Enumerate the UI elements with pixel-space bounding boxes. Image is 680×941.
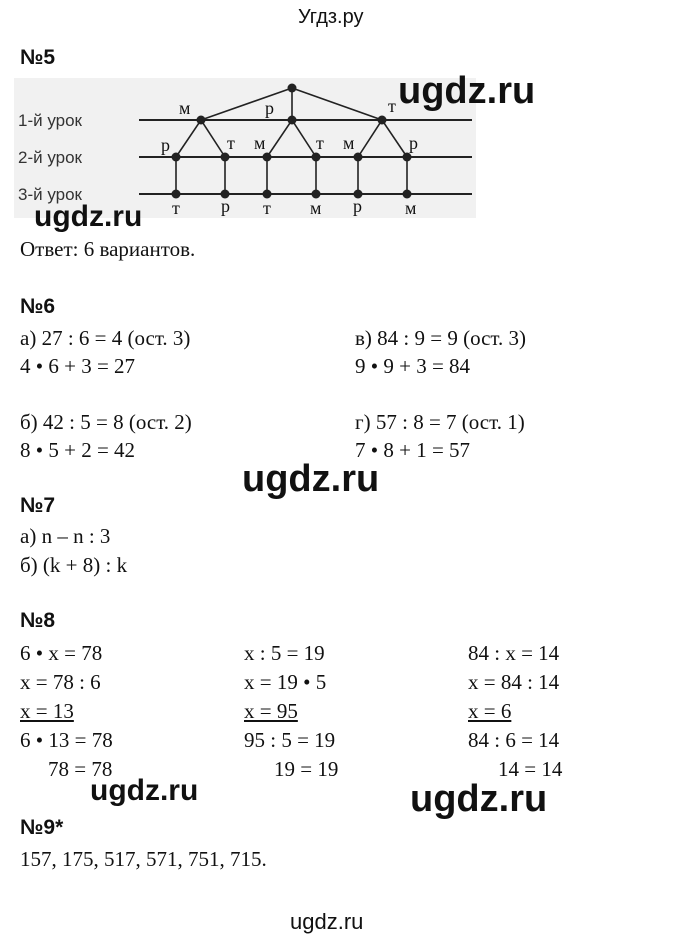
task8-col2-result: x = 95 [244, 699, 298, 723]
site-title: Угдз.ру [298, 6, 364, 28]
task6-b-line2: 8 • 5 + 2 = 42 [20, 438, 136, 462]
task6-g-line2: 7 • 8 + 1 = 57 [355, 438, 471, 462]
tree-node [172, 153, 181, 162]
tree-node [288, 116, 297, 125]
task6-title: №6 [20, 295, 56, 318]
watermark: ugdz.ru [398, 70, 536, 112]
task8-col1-result: x = 13 [20, 699, 74, 723]
task8-col3-check: 84 : 6 = 14 [468, 728, 560, 752]
node-letter: т [263, 198, 271, 218]
task6-v-line2: 9 • 9 + 3 = 84 [355, 354, 471, 378]
node-letter: м [254, 133, 266, 153]
tree-node-root [288, 84, 297, 93]
task8-col1-equality: 78 = 78 [48, 757, 113, 781]
task8-col1-line2: x = 78 : 6 [20, 670, 101, 694]
node-letter: т [172, 198, 180, 218]
task8-col3-equality: 14 = 14 [498, 757, 563, 781]
tree-node [221, 153, 230, 162]
task7-b: б) (k + 8) : k [20, 553, 128, 577]
task6-a-line1: а) 27 : 6 = 4 (ост. 3) [20, 326, 191, 350]
task8-col3-result: x = 6 [468, 699, 512, 723]
tree-node [354, 153, 363, 162]
node-letter: р [221, 196, 230, 216]
task8-col1-check: 6 • 13 = 78 [20, 728, 113, 752]
tree-node [403, 153, 412, 162]
tree-node [378, 116, 387, 125]
task7-a: а) n – n : 3 [20, 524, 111, 548]
node-letter: м [343, 133, 355, 153]
task7-title: №7 [20, 494, 56, 517]
node-letter: м [310, 198, 322, 218]
node-letter: м [179, 98, 191, 118]
node-letter: р [161, 135, 170, 155]
task8-title: №8 [20, 609, 56, 632]
watermark: ugdz.ru [34, 200, 143, 233]
task5-answer: Ответ: 6 вариантов. [20, 237, 196, 261]
node-letter: м [405, 198, 417, 218]
task9-answer: 157, 175, 517, 571, 751, 715. [20, 847, 267, 871]
watermark-footer: ugdz.ru [290, 909, 364, 934]
tree-node [263, 153, 272, 162]
task5-title: №5 [20, 46, 56, 69]
task8-col2-equality: 19 = 19 [274, 757, 339, 781]
node-letter: р [265, 98, 274, 118]
task6-g-line1: г) 57 : 8 = 7 (ост. 1) [355, 410, 525, 434]
row-label-3: 3-й урок [18, 185, 82, 204]
task8-col2-line1: x : 5 = 19 [244, 641, 325, 665]
watermark: ugdz.ru [90, 774, 199, 807]
task8-col1-line1: 6 • x = 78 [20, 641, 103, 665]
watermark: ugdz.ru [242, 458, 380, 500]
node-letter: т [316, 133, 324, 153]
task6-b-line1: б) 42 : 5 = 8 (ост. 2) [20, 410, 192, 434]
tree-node [197, 116, 206, 125]
node-letter: т [388, 96, 396, 116]
task6-a-line2: 4 • 6 + 3 = 27 [20, 354, 136, 378]
task9-title: №9* [20, 816, 64, 839]
node-letter: т [227, 133, 235, 153]
node-letter: р [353, 196, 362, 216]
task6-v-line1: в) 84 : 9 = 9 (ост. 3) [355, 326, 527, 350]
task8-col3-line2: x = 84 : 14 [468, 670, 560, 694]
node-letter: р [409, 133, 418, 153]
task8-col3-line1: 84 : x = 14 [468, 641, 560, 665]
row-label-2: 2-й урок [18, 148, 82, 167]
tree-node [312, 153, 321, 162]
task8-col2-check: 95 : 5 = 19 [244, 728, 336, 752]
row-label-1: 1-й урок [18, 111, 82, 130]
watermark: ugdz.ru [410, 778, 548, 820]
task8-col2-line2: x = 19 • 5 [244, 670, 327, 694]
